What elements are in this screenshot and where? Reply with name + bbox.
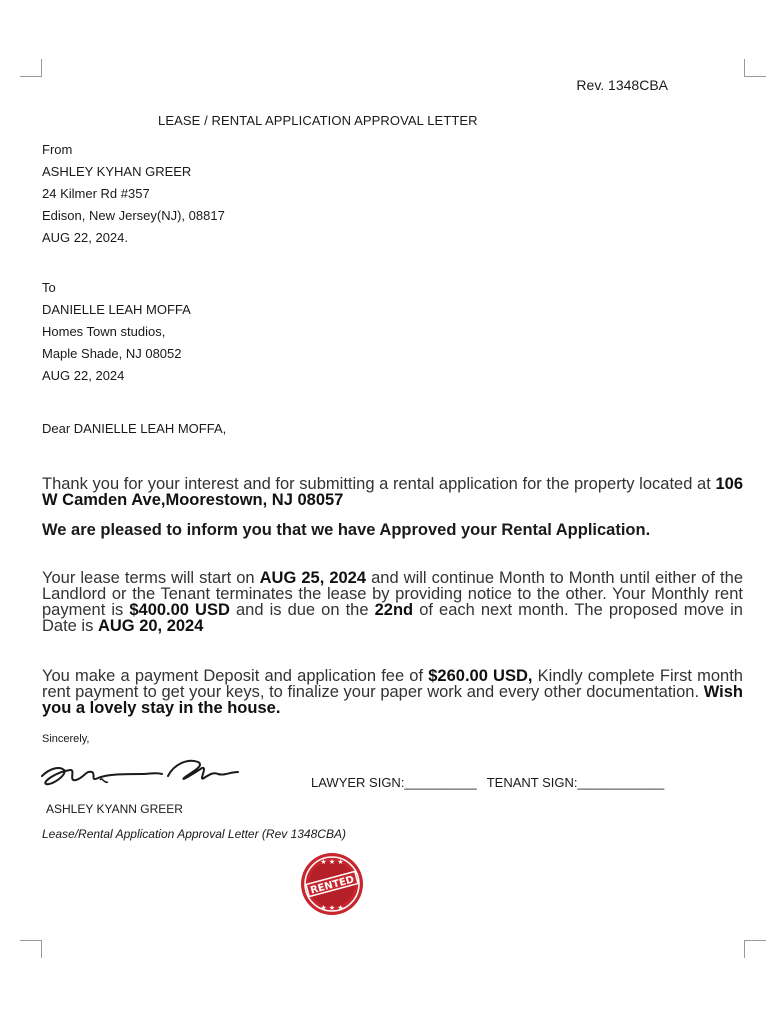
rented-stamp	[300, 852, 364, 916]
move-in-date: AUG 20, 2024	[97, 617, 204, 635]
paragraph-payment	[42, 668, 743, 716]
lease-terms-part2: and will continue Month to Month until either of the Landlord or the Tenant terminates the lease by providing notice to the other. Your Monthly rent payment is	[42, 569, 743, 619]
payment-part2: Kindly complete First month rent payment to get your keys, to finalize your paper work and every other documentation.	[42, 667, 743, 701]
salutation	[42, 421, 226, 436]
from-name: ASHLEY KYHAN GREER	[42, 164, 192, 179]
lease-terms-part3: and is due on the	[229, 601, 375, 619]
tenant-sign-line: TENANT SIGN:____________	[486, 775, 665, 790]
lawyer-sign-line: LAWYER SIGN:__________	[311, 775, 477, 790]
crop-mark-top-right	[744, 59, 766, 77]
paragraph1-text: Thank you for your interest and for submitting a rental application for the property located at	[42, 475, 716, 493]
svg-text:★ ★ ★: ★ ★ ★	[320, 904, 344, 912]
paragraph-lease-terms	[42, 570, 743, 634]
crop-mark-bottom-right	[744, 940, 766, 958]
crop-mark-bottom-left	[20, 940, 42, 958]
signer-name: ASHLEY KYANN GREER	[46, 802, 183, 816]
to-block	[42, 277, 191, 387]
paragraph-thank-you	[42, 476, 743, 508]
letter-title: LEASE / RENTAL APPLICATION APPROVAL LETTER	[158, 113, 478, 128]
svg-text:★ ★ ★: ★ ★ ★	[320, 858, 344, 866]
from-label: From	[42, 142, 73, 157]
to-address-line1: Homes Town studios,	[42, 324, 166, 339]
svg-text:RENTED: RENTED	[309, 874, 356, 897]
salutation-name: DANIELLE LEAH MOFFA,	[73, 421, 227, 436]
deposit-fee: $260.00 USD,	[428, 667, 533, 685]
to-address-line2: Maple Shade, NJ 08052	[42, 346, 182, 361]
closing-wish: Wish you a lovely stay in the house.	[42, 683, 743, 717]
rent-due-day: 22nd	[374, 601, 414, 619]
revision-number: Rev. 1348CBA	[576, 77, 668, 93]
from-address-line1: 24 Kilmer Rd #357	[42, 186, 150, 201]
from-date: AUG 22, 2024.	[42, 230, 128, 245]
lease-start-date: AUG 25, 2024	[259, 569, 367, 587]
footer-reference: Lease/Rental Application Approval Letter (Rev 1348CBA)	[42, 827, 346, 841]
paragraph-approval: We are pleased to inform you that we have Approved your Rental Application.	[42, 521, 651, 539]
to-label: To	[42, 280, 56, 295]
payment-part1: You make a payment Deposit and application fee of	[42, 667, 429, 685]
handwritten-signature	[38, 756, 248, 790]
to-name: DANIELLE LEAH MOFFA	[42, 302, 191, 317]
from-block	[42, 139, 225, 249]
from-address-line2: Edison, New Jersey(NJ), 08817	[42, 208, 225, 223]
salutation-prefix: Dear	[42, 421, 74, 436]
signature-lines	[311, 775, 664, 790]
to-date: AUG 22, 2024	[42, 368, 125, 383]
property-address: 106 W Camden Ave,Moorestown, NJ 08057	[42, 475, 743, 509]
crop-mark-top-left	[20, 59, 42, 77]
sincerely-closing: Sincerely,	[42, 733, 90, 745]
monthly-rent: $400.00 USD	[129, 601, 230, 619]
lease-terms-part4: of each next month. The proposed move in Date is	[42, 601, 743, 635]
lease-terms-part1: Your lease terms will start on	[42, 569, 260, 587]
